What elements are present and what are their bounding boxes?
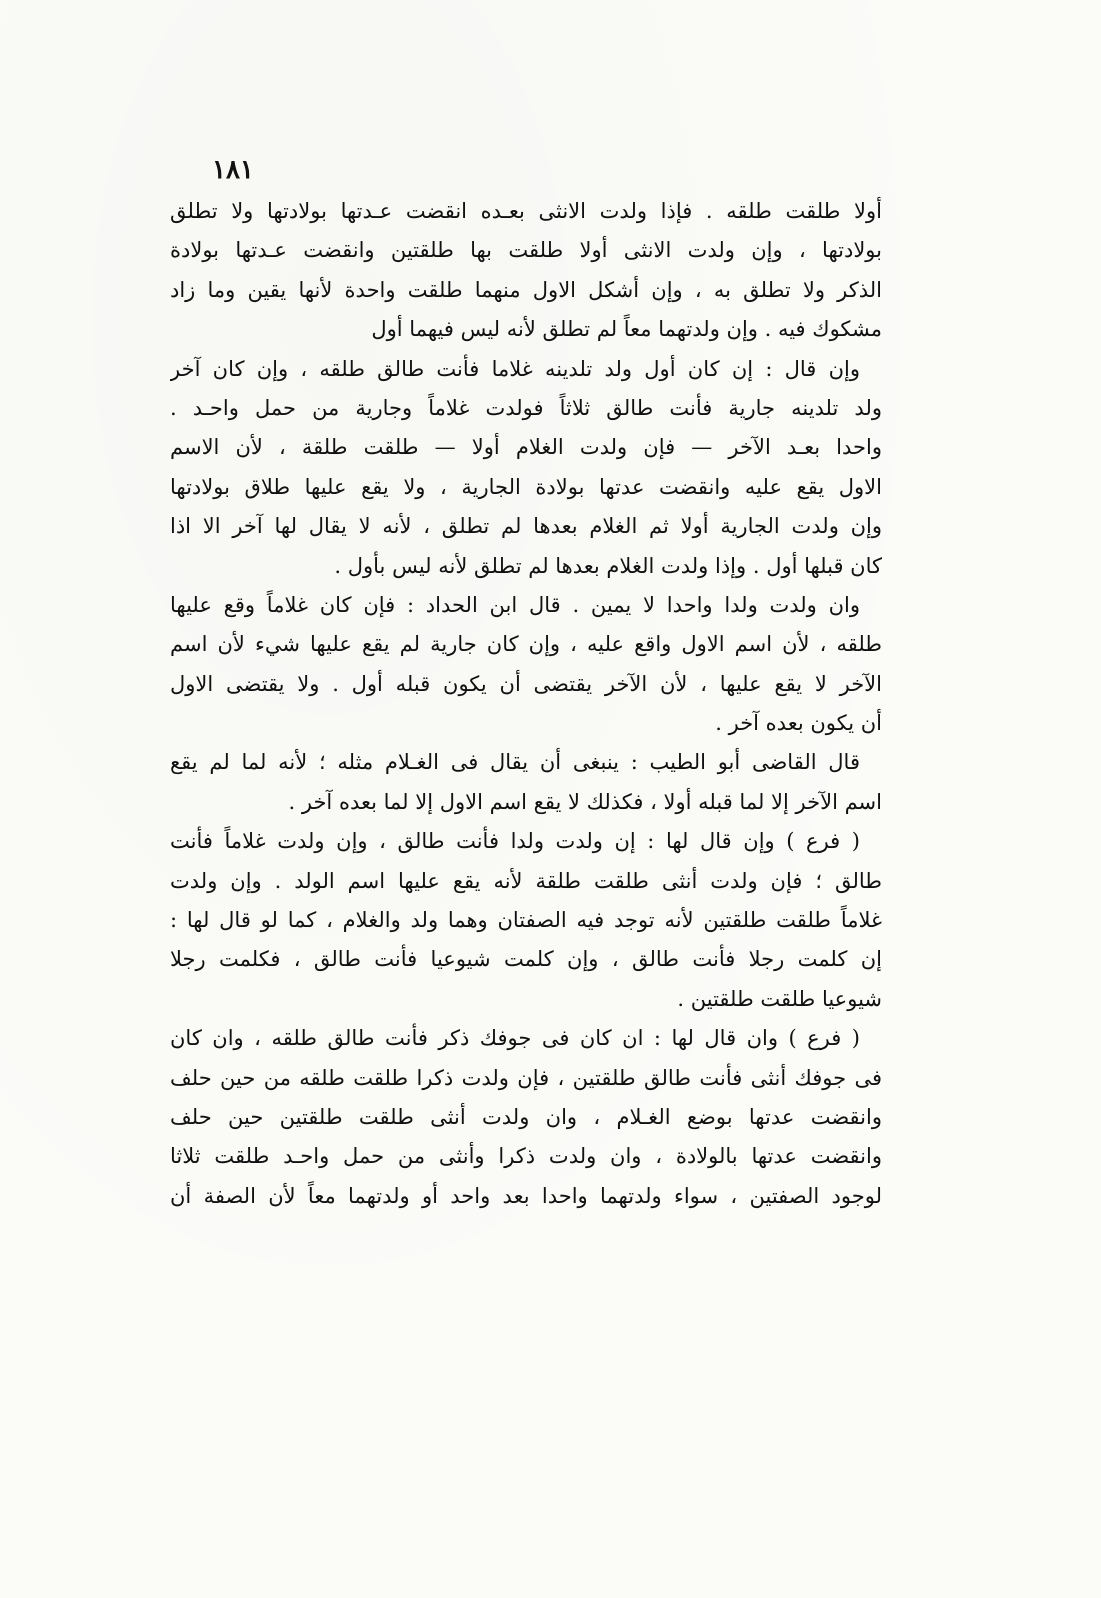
text-line: وإن قال : إن كان أول ولد تلدينه غلاما فأنت طالق طلقه ، وإن كان آخر xyxy=(170,356,860,381)
text-line: أولا طلقت طلقه . فإذا ولدت الانثى بعـده انقضت عـدتها بولادتها ولا تطلق xyxy=(170,199,882,223)
text-line: وان ولدت ولدا واحدا لا يمين . قال ابن الحداد : فإن كان غلاماً وقع عليها xyxy=(170,592,860,617)
text-line: فى جوفك أنثى فأنت طالق طلقتين ، فإن ولدت ذكرا طلقت طلقه من حين حلف xyxy=(170,1065,882,1090)
text-line: طالق ؛ فإن ولدت أنثى طلقت طلقة لأنه يقع عليها اسم الولد . وإن ولدت xyxy=(170,868,882,893)
text-line: إن كلمت رجلا فأنت طالق ، وإن كلمت شيوعيا فأنت طالق ، فكلمت رجلا xyxy=(170,947,882,972)
text-line: ( فرع ) وإن قال لها : إن ولدت ولدا فأنت طالق ، وإن ولدت غلاماً فأنت xyxy=(170,829,860,854)
text-line: أن يكون بعده آخر . xyxy=(715,711,882,736)
text-line: لوجود الصفتين ، سواء ولدتهما واحدا بعد واحد أو ولدتهما معاً لأن الصفة أن xyxy=(170,1183,882,1208)
text-line: بولادتها ، وإن ولدت الانثى أولا طلقت بها طلقتين وانقضت عـدتها بولادة xyxy=(170,238,882,263)
text-line: الاول يقع عليه وانقضت عدتها بولادة الجارية ، ولا يقع عليها طلاق بولادتها xyxy=(170,474,882,499)
text-line: ( فرع ) وان قال لها : ان كان فى جوفك ذكر فأنت طالق طلقه ، وان كان xyxy=(170,1026,860,1051)
text-line: ولد تلدينه جارية فأنت طالق ثلاثاً فولدت غلاماً وجارية من حمل واحـد . xyxy=(170,395,882,420)
text-line: الذكر ولا تطلق به ، وإن أشكل الاول منهما طلقت واحدة لأنها يقين وما زاد xyxy=(170,277,882,302)
page-number: ١٨١ xyxy=(212,155,254,185)
text-line: طلقه ، لأن اسم الاول واقع عليه ، وإن كان جارية لم يقع عليها شيء لأن اسم xyxy=(170,632,882,657)
text-line: شيوعيا طلقت طلقتين . xyxy=(677,986,882,1011)
text-line: وانقضت عدتها بالولادة ، وان ولدت ذكرا وأنثى من حمل واحـد طلقت ثلاثا xyxy=(170,1144,882,1169)
text-line: الآخر لا يقع عليها ، لأن الآخر يقتضى أن يكون قبله أول . ولا يقتضى الاول xyxy=(170,671,882,696)
text-line: مشكوك فيه . وإن ولدتهما معاً لم تطلق لأنه ليس فيهما أول xyxy=(371,317,882,342)
text-line: وانقضت عدتها بوضع الغـلام ، وان ولدت أنثى طلقت طلقتين حين حلف xyxy=(170,1104,882,1129)
text-line: غلاماً طلقت طلقتين لأنه توجد فيه الصفتان وهما ولد والغلام ، كما لو قال لها : xyxy=(170,908,882,933)
text-line: وإن ولدت الجارية أولا ثم الغلام بعدها لم تطلق ، لأنه لا يقال لها آخر الا اذا xyxy=(170,514,882,539)
text-line: واحدا بعـد الآخر — فإن ولدت الغلام أولا — طلقت طلقة ، لأن الاسم xyxy=(170,435,882,460)
text-line: كان قبلها أول . وإذا ولدت الغلام بعدها لم تطلق لأنه ليس بأول . xyxy=(334,553,882,578)
body-text xyxy=(170,192,882,1216)
text-line: اسم الآخر إلا لما قبله أولا ، فكذلك لا يقع اسم الاول إلا لما بعده آخر . xyxy=(288,789,882,814)
text-line: قال القاضى أبو الطيب : ينبغى أن يقال فى الغـلام مثله ؛ لأنه لما لم يقع xyxy=(170,750,860,775)
